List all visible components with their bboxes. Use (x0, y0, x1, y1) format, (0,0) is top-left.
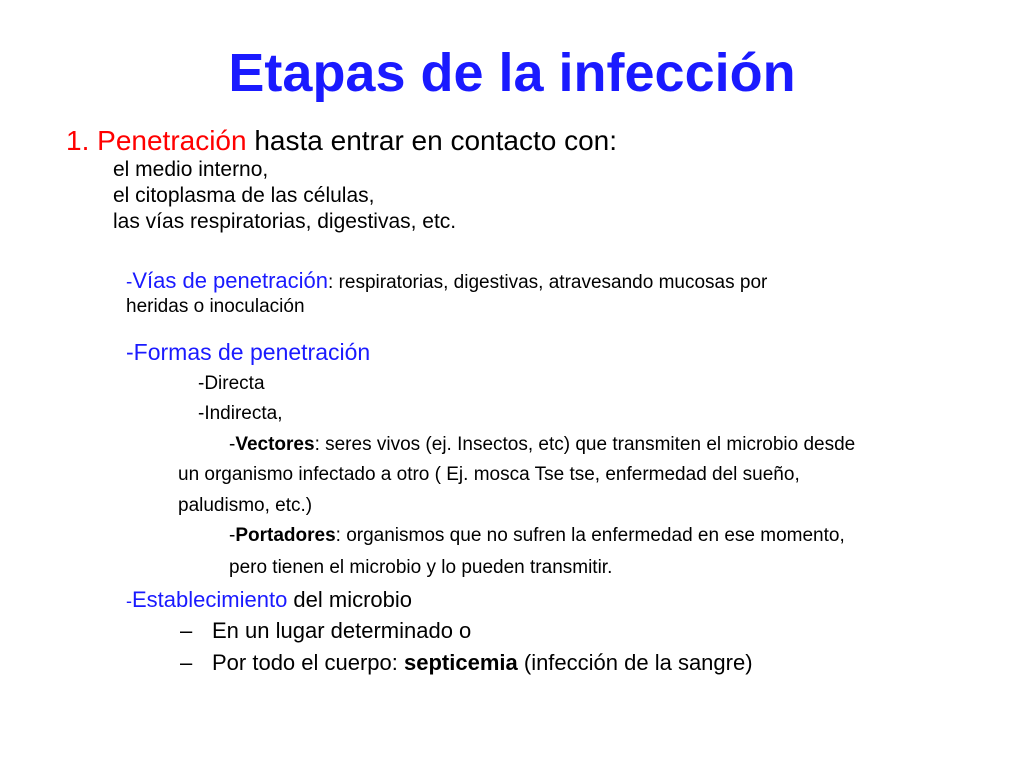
establecimiento-item-text: En un lugar determinado o (212, 618, 472, 643)
establecimiento-item (180, 617, 471, 645)
portadores-dash: - (229, 525, 236, 546)
en-dash-bullet: – (180, 650, 193, 675)
vectores-text-continued: paludismo, etc.) (178, 495, 313, 516)
formas-directa: -Directa (198, 373, 265, 394)
establecimiento-rest: del microbio (287, 587, 413, 612)
formas-dash: - (126, 339, 134, 365)
vias-line (126, 268, 767, 296)
vias-label: Vías de penetración (132, 268, 329, 293)
establecimiento-heading (126, 586, 412, 615)
point-1-sub-item: las vías respiratorias, digestivas, etc. (113, 210, 457, 233)
point-1-sub-item: el citoplasma de las células, (113, 184, 375, 207)
establecimiento-dash: - (126, 591, 132, 611)
vectores-text-continued: un organismo infectado a otro ( Ej. mosca Tse tse, enfermedad del sueño, (178, 464, 800, 485)
establecimiento-label: Establecimiento (132, 587, 288, 612)
portadores-text-continued: pero tienen el microbio y lo pueden transmitir. (229, 557, 613, 578)
point-1-sub-item: el medio interno, (113, 158, 269, 181)
point-1-heading (66, 124, 617, 158)
portadores-line (229, 523, 845, 549)
slide-title: Etapas de la infección (228, 43, 796, 103)
vectores-line (229, 432, 855, 458)
portadores-text: : organismos que no sufren la enfermedad en ese momento, (335, 525, 845, 546)
establecimiento-item-post: (infección de la sangre) (517, 650, 753, 675)
vectores-text: : seres vivos (ej. Insectos, etc) que transmiten el microbio desde (314, 434, 856, 455)
point-1-number: 1. (66, 125, 90, 156)
vectores-dash: - (229, 434, 236, 455)
vias-text: : respiratorias, digestivas, atravesando mucosas por (328, 272, 768, 293)
establecimiento-item-pre: Por todo el cuerpo: (212, 650, 405, 675)
establecimiento-item (180, 649, 753, 677)
septicemia-term: septicemia (404, 650, 518, 675)
point-1-rest: hasta entrar en contacto con: (246, 125, 618, 156)
portadores-label: Portadores (235, 525, 336, 546)
point-1-keyword: Penetración (97, 125, 247, 156)
formas-indirecta: -Indirecta, (198, 403, 283, 424)
vectores-label: Vectores (235, 434, 315, 455)
en-dash-bullet: – (180, 618, 193, 643)
vias-dash: - (126, 272, 133, 293)
formas-heading (126, 337, 370, 367)
formas-label: Formas de penetración (133, 339, 371, 365)
vias-text-continued: heridas o inoculación (126, 296, 305, 317)
